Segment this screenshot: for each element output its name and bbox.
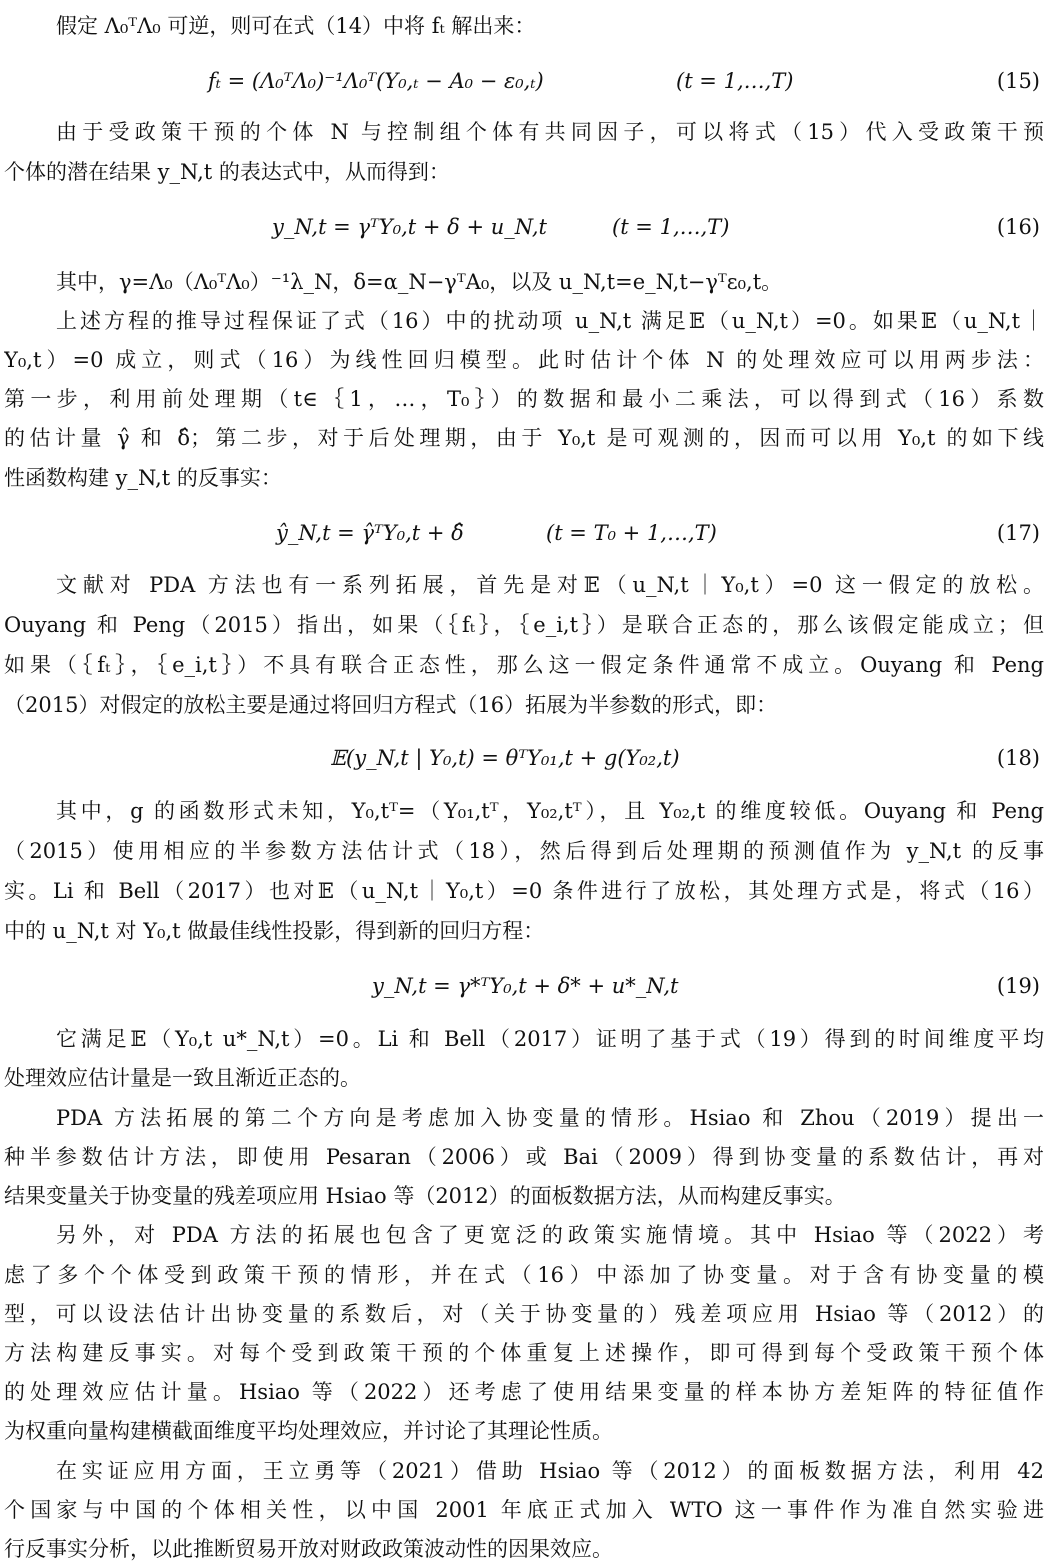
text-line: 其中，g 的函数形式未知，Y₀,tᵀ=（Y₀₁,tᵀ，Y₀₂,tᵀ），且 Y₀₂,t 的维度较低。Ouyang 和 Peng (56, 799, 1044, 823)
text-line: 个国家与中国的个体相关性，以中国 2001 年底正式加入 WTO 这一事件作为准自然实验进 (4, 1498, 1044, 1522)
text-line: 文献对 PDA 方法也有一系列拓展，首先是对𝔼（u_N,t｜Y₀,t）=0 这一假定的放松。 (56, 573, 1044, 597)
text-line: 处理效应估计量是一致且渐近正态的。 (4, 1066, 361, 1090)
text-line: Y₀,t）=0 成立，则式（16）为线性回归模型。此时估计个体 N 的处理效应可以用两步法： (4, 348, 1044, 372)
text-line: 在实证应用方面，王立勇等（2021）借助 Hsiao 等（2012）的面板数据方法，利用 42 (56, 1459, 1044, 1483)
equation-number: (19) (996, 974, 1040, 998)
text-line: 为权重向量构建横截面维度平均处理效应，并讨论了其理论性质。 (4, 1419, 613, 1443)
text-line: 的处理效应估计量。Hsiao 等（2022）还考虑了使用结果变量的样本协方差矩阵的特征值作 (4, 1380, 1044, 1404)
equation-17 (0, 516, 1048, 550)
text-line: 它满足𝔼（Y₀,t u*_N,t）=0。Li 和 Bell（2017）证明了基于式（19）得到的时间维度平均 (56, 1027, 1044, 1051)
text-line: 性函数构建 y_N,t 的反事实： (4, 466, 282, 490)
text-line: 上述方程的推导过程保证了式（16）中的扰动项 u_N,t 满足𝔼（u_N,t）=0。如果𝔼（u_N,t｜ (56, 309, 1044, 333)
equation-18 (0, 741, 1048, 775)
text-line: 其中，γ=Λ₀（Λ₀ᵀΛ₀）⁻¹λ_N，δ=α_N−γᵀA₀，以及 u_N,t=e_N,t−γᵀε₀,t。 (56, 270, 783, 294)
equation-condition: (t = 1,…,T) (676, 69, 794, 93)
equation-expression: fₜ = (Λ₀ᵀΛ₀)⁻¹Λ₀ᵀ(Y₀,ₜ − A₀ − ε₀,ₜ) (208, 69, 544, 93)
text-line: （2015）使用相应的半参数方法估计式（18），然后得到后处理期的预测值作为 y_N,t 的反事 (4, 839, 1044, 863)
equation-15 (0, 64, 1048, 98)
text-line: 如果（｛fₜ｝，｛e_i,t｝）不具有联合正态性，那么这一假定条件通常不成立。Ouyang 和 Peng (4, 653, 1044, 677)
text-line: 型，可以设法估计出协变量的系数后，对（关于协变量的）残差项应用 Hsiao 等（2012）的 (4, 1302, 1044, 1326)
text-line: 中的 u_N,t 对 Y₀,t 做最佳线性投影，得到新的回归方程： (4, 919, 545, 943)
text-line: 个体的潜在结果 y_N,t 的表达式中，从而得到： (4, 160, 450, 184)
text-line: 另外，对 PDA 方法的拓展也包含了更宽泛的政策实施情境。其中 Hsiao 等（2022）考 (56, 1223, 1044, 1247)
text-line: 行反事实分析，以此推断贸易开放对财政政策波动性的因果效应。 (4, 1537, 613, 1561)
text-line: 由于受政策干预的个体 N 与控制组个体有共同因子，可以将式（15）代入受政策干预 (56, 120, 1044, 144)
equation-number: (16) (996, 215, 1040, 239)
equation-number: (17) (996, 521, 1040, 545)
text-line: 实。Li 和 Bell（2017）也对𝔼（u_N,t｜Y₀,t）=0 条件进行了放松，其处理方式是，将式（16） (4, 879, 1044, 903)
text-line: 方法构建反事实。对每个受到政策干预的个体重复上述操作，即可得到每个受政策干预个体 (4, 1341, 1044, 1365)
equation-16 (0, 210, 1048, 244)
text-line: 种半参数估计方法，即使用 Pesaran（2006）或 Bai（2009）得到协变量的系数估计，再对 (4, 1145, 1044, 1169)
text-line: 第一步，利用前处理期（t∈｛1，…，T₀｝）的数据和最小二乘法，可以得到式（16）系数 (4, 387, 1044, 411)
text-line: 假定 Λ₀ᵀΛ₀ 可逆，则可在式（14）中将 fₜ 解出来： (56, 14, 536, 38)
equation-number: (18) (996, 746, 1040, 770)
text-line: 的估计量 γ̂ 和 δ̂；第二步，对于后处理期，由于 Y₀,t 是可观测的，因而可以用 Y₀,t 的如下线 (4, 426, 1044, 450)
equation-condition: (t = 1,…,T) (612, 215, 730, 239)
text-line: Ouyang 和 Peng（2015）指出，如果（｛fₜ｝，｛e_i,t｝）是联合正态的，那么该假定能成立；但 (4, 613, 1044, 637)
equation-condition: (t = T₀ + 1,…,T) (546, 521, 717, 545)
equation-expression: y_N,t = γᵀY₀,t + δ + u_N,t (272, 215, 547, 239)
text-line: PDA 方法拓展的第二个方向是考虑加入协变量的情形。Hsiao 和 Zhou（2019）提出一 (56, 1106, 1044, 1130)
equation-number: (15) (996, 69, 1040, 93)
equation-expression: 𝔼(y_N,t | Y₀,t) = θᵀY₀₁,t + g(Y₀₂,t) (330, 746, 680, 770)
text-line: （2015）对假定的放松主要是通过将回归方程式（16）拓展为半参数的形式，即： (4, 693, 778, 717)
equation-expression: y_N,t = γ*ᵀY₀,t + δ* + u*_N,t (372, 974, 679, 998)
text-line: 虑了多个个体受到政策干预的情形，并在式（16）中添加了协变量。对于含有协变量的模 (4, 1263, 1044, 1287)
equation-19 (0, 969, 1048, 1003)
equation-expression: ŷ_N,t = γ̂ᵀY₀,t + δ̂ (276, 521, 464, 545)
text-line: 结果变量关于协变量的残差项应用 Hsiao 等（2012）的面板数据方法，从而构建反事实。 (4, 1184, 846, 1208)
